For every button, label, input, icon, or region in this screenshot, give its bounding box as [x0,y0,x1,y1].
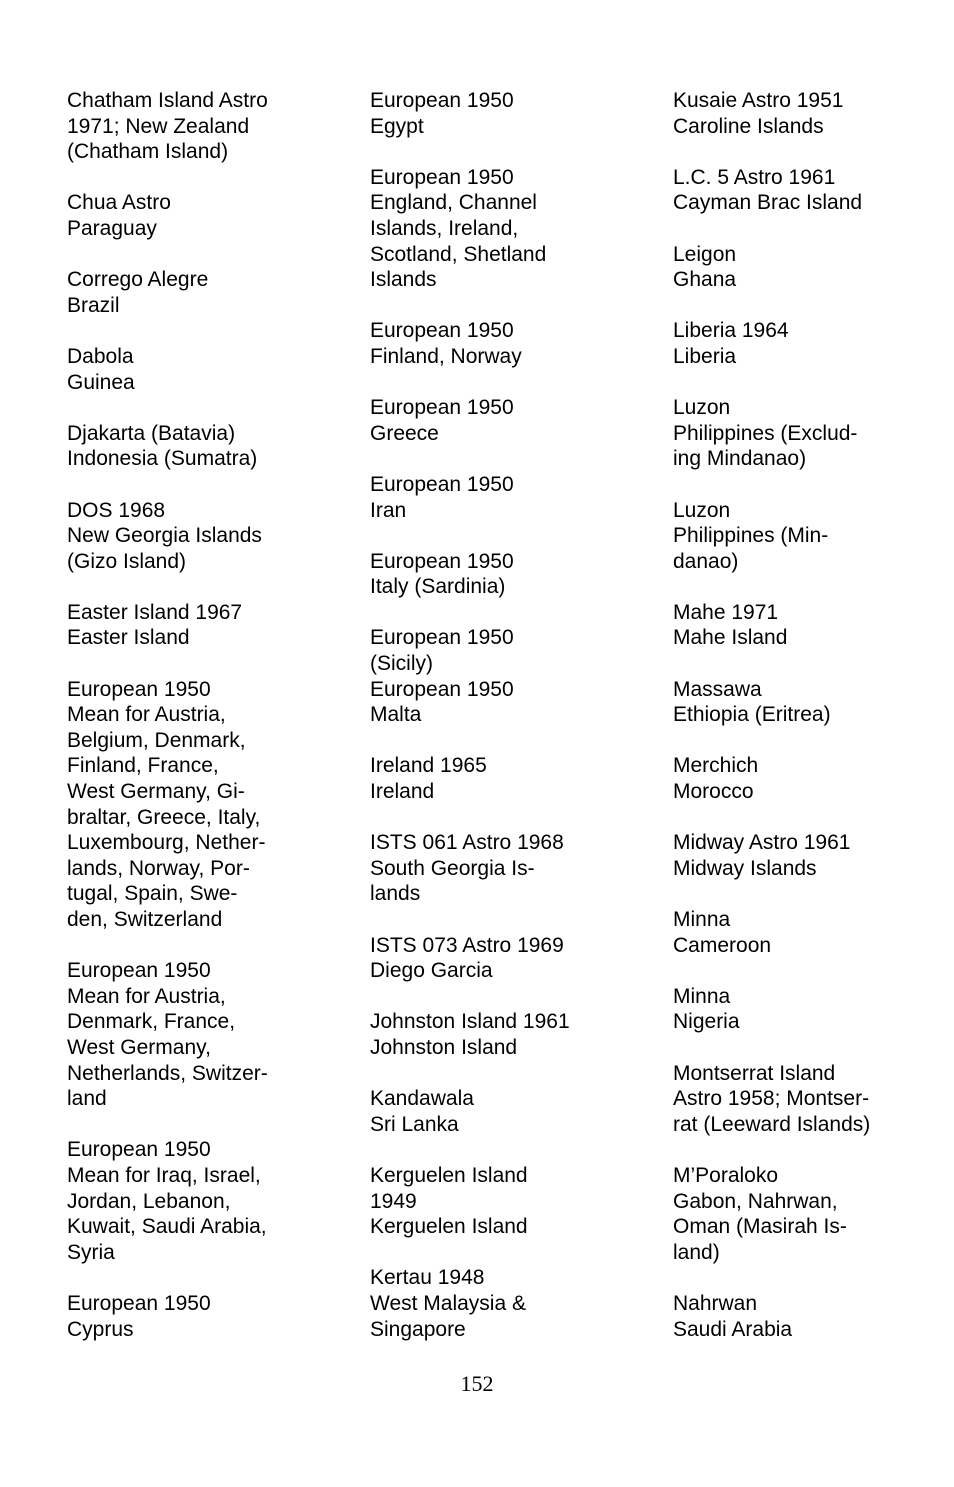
datum-region-line: Brazil [67,293,120,317]
datum-region-line: Oman (Masirah Is- [673,1215,847,1239]
datum-region-line: Cyprus [67,1317,134,1341]
datum-region-line: Mean for Austria, [67,984,226,1008]
datum-entry [673,984,913,1035]
datum-region-line: South Georgia Is- [370,856,535,880]
datum-name: Liberia 1964 [673,319,789,343]
datum-region-line: Finland, Norway [370,344,522,368]
datum-region-line: West Germany, [67,1035,211,1059]
datum-region-line: Mahe Island [673,626,788,650]
datum-name: European 1950 [370,319,514,343]
datum-region-line: Midway Islands [673,856,817,880]
datum-entry [370,165,610,293]
datum-entry [67,1291,307,1342]
page-number: 152 [460,1371,494,1396]
datum-region-line: Philippines (Exclud- [673,421,858,445]
datum-region-line: 1971; New Zealand [67,114,250,138]
datum-region-line: Netherlands, Switzer- [67,1061,268,1085]
datum-entry [370,318,610,369]
datum-region-line: New Georgia Islands [67,524,262,548]
datum-region-line: Ethiopia (Eritrea) [673,703,831,727]
datum-name: European 1950 [370,549,514,573]
datum-name: Kerguelen Island [370,1163,528,1187]
datum-name: DOS 1968 [67,498,166,522]
datum-region-line: Liberia [673,344,737,368]
datum-region-line: Diego Garcia [370,959,493,983]
datum-entry [67,88,307,165]
datum-region-line: Jordan, Lebanon, [67,1189,231,1213]
datum-name: Djakarta (Batavia) [67,421,236,445]
datum-entry [370,1163,610,1240]
datum-entry [673,830,913,881]
datum-name: ISTS 073 Astro 1969 [370,933,564,957]
datum-name: Luzon [673,498,731,522]
datum-entry [370,1265,610,1342]
datum-region-line: Johnston Island [370,1035,518,1059]
datum-region-line: Islands, Ireland, [370,216,519,240]
datum-name: European 1950 [370,472,514,496]
datum-name: Merchich [673,754,759,778]
datum-entry [673,1061,913,1138]
datum-name: Easter Island 1967 [67,600,243,624]
datum-entry [673,753,913,804]
datum-entry [370,1086,610,1137]
datum-entry [67,267,307,318]
datum-region-line: Denmark, France, [67,1010,236,1034]
datum-entry [673,677,913,728]
datum-entry [673,318,913,369]
datum-entry [370,625,610,727]
datum-name: European 1950 [67,1291,211,1315]
datum-entry [370,549,610,600]
datum-name: Chatham Island Astro [67,89,268,112]
datum-region-line: den, Switzerland [67,908,223,931]
datum-name: Minna [673,908,731,931]
datum-name: L.C. 5 Astro 1961 [673,165,836,189]
datum-region-line: Malta [370,703,422,727]
datum-region-line: West Malaysia & [370,1291,526,1315]
datum-region-line: danao) [673,549,739,573]
datum-name: Kertau 1948 [370,1266,485,1290]
datum-name: Midway Astro 1961 [673,831,851,855]
datum-region-line: Luxembourg, Nether- [67,831,266,855]
datum-name: European 1950 [370,396,514,420]
datum-entry [67,421,307,472]
datum-name: Montserrat Island [673,1061,836,1085]
datum-name: Leigon [673,242,737,266]
datum-entry [370,88,610,139]
datum-entry [370,830,610,907]
datum-entry [370,753,610,804]
datum-name: Ireland 1965 [370,754,487,778]
datum-entry [673,242,913,293]
datum-entry [673,395,913,472]
datum-region-line: Nigeria [673,1010,740,1034]
datum-entry [67,498,307,575]
datum-name: Johnston Island 1961 [370,1010,570,1034]
datum-region-line: Islands [370,268,437,292]
datum-region-line: Caroline Islands [673,114,824,138]
datum-region-line: (Chatham Island) [67,140,229,164]
column-2 [370,88,610,1368]
datum-region-line: Singapore [370,1317,466,1341]
datum-region-line: European 1950 [370,677,514,701]
datum-name: European 1950 [67,959,211,983]
datum-region-line: (Sicily) [370,652,433,676]
datum-region-line: Scotland, Shetland [370,242,547,266]
datum-entry [673,907,913,958]
column-1 [67,88,307,1368]
datum-entry [370,933,610,984]
datum-name: Massawa [673,677,762,701]
datum-name: Nahrwan [673,1291,758,1315]
datum-region-line: Italy (Sardinia) [370,575,506,599]
datum-entry [673,1163,913,1265]
datum-region-line: Easter Island [67,626,190,650]
datum-entry [370,1009,610,1060]
datum-name: European 1950 [67,677,211,701]
datum-region-line: Paraguay [67,216,157,240]
datum-region-line: braltar, Greece, Italy, [67,805,261,829]
datum-entry [673,498,913,575]
datum-entry [673,1291,913,1342]
datum-entry [370,395,610,446]
datum-region-line: ing Mindanao) [673,447,807,471]
datum-name: European 1950 [67,1138,211,1162]
datum-region-line: Mean for Iraq, Israel, [67,1163,261,1187]
datum-region-line: Finland, France, [67,754,219,778]
datum-name: Mahe 1971 [673,600,779,624]
datum-region-line: (Gizo Island) [67,549,187,573]
datum-region-line: land [67,1087,107,1111]
datum-name: Minna [673,984,731,1008]
datum-region-line: Astro 1958; Montser- [673,1087,870,1111]
datum-region-line: Kuwait, Saudi Arabia, [67,1215,267,1239]
datum-entry [673,165,913,216]
datum-entry [67,190,307,241]
datum-name: ISTS 061 Astro 1968 [370,831,564,855]
datum-name: Luzon [673,396,731,420]
datum-region-line: Indonesia (Sumatra) [67,447,258,471]
datum-region-line: Morocco [673,780,754,804]
datum-name: Corrego Alegre [67,268,209,292]
column-3 [673,88,913,1368]
datum-region-line: Belgium, Denmark, [67,728,246,752]
datum-name: European 1950 [370,626,514,650]
datum-region-line: land) [673,1240,720,1264]
datum-region-line: Mean for Austria, [67,703,226,727]
datum-region-line: Cayman Brac Island [673,191,863,215]
datum-region-line: Kerguelen Island [370,1215,528,1239]
datum-region-line: rat (Leeward Islands) [673,1112,871,1136]
datum-name: Kandawala [370,1087,474,1111]
datum-name: Kusaie Astro 1951 [673,89,844,112]
datum-region-line: Philippines (Min- [673,524,829,548]
datum-entry [67,677,307,933]
datum-region-line: Guinea [67,370,135,394]
datum-region-line: Greece [370,421,439,445]
datum-region-line: lands, Norway, Por- [67,856,250,880]
datum-region-line: Ireland [370,780,435,804]
datum-region-line: Gabon, Nahrwan, [673,1189,838,1213]
datum-entry [370,472,610,523]
datum-region-line: Egypt [370,114,424,138]
datum-name: European 1950 [370,89,514,112]
datum-region-line: 1949 [370,1189,417,1213]
datum-name: M’Poraloko [673,1163,779,1187]
datum-entry [673,600,913,651]
datum-region-line: Syria [67,1240,115,1264]
datum-entry [67,958,307,1112]
datum-region-line: Ghana [673,268,737,292]
datum-entry [67,600,307,651]
datum-name: Dabola [67,344,134,368]
datum-region-line: Iran [370,498,407,522]
datum-region-line: tugal, Spain, Swe- [67,882,238,906]
datum-region-line: West Germany, Gi- [67,780,245,804]
datum-name: Chua Astro [67,191,171,215]
datum-entry [673,88,913,139]
datum-entry [67,1137,307,1265]
datum-region-line: lands [370,882,421,906]
datum-name: European 1950 [370,165,514,189]
datum-region-line: Saudi Arabia [673,1317,793,1341]
datum-region-line: Sri Lanka [370,1112,459,1136]
datum-region-line: Cameroon [673,933,772,957]
datum-region-line: England, Channel [370,191,537,215]
datum-entry [67,344,307,395]
